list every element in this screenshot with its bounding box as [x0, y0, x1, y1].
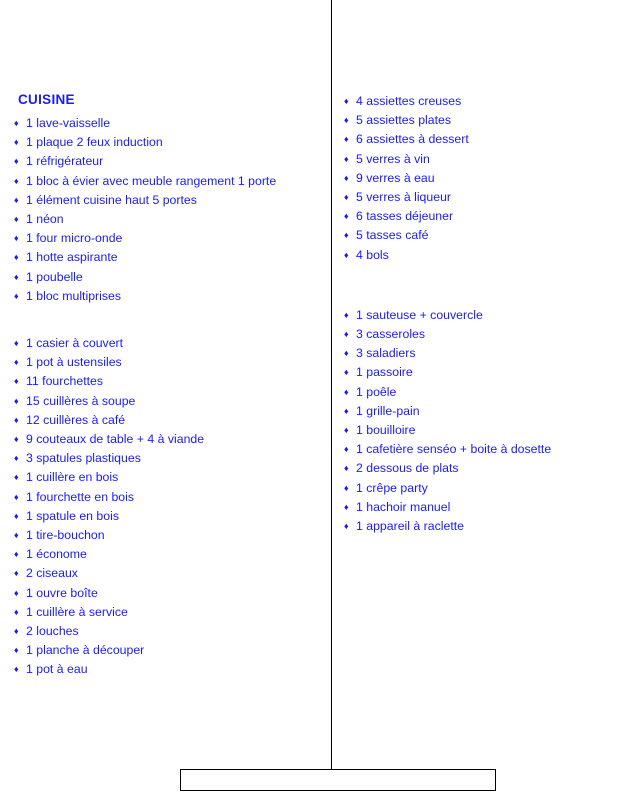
diamond-bullet-icon: ♦: [344, 115, 349, 126]
list-item: [10, 449, 320, 468]
list-group-spacer: [340, 265, 620, 306]
diamond-bullet-icon: ♦: [14, 214, 19, 225]
diamond-bullet-icon: ♦: [344, 309, 349, 320]
list-item-label: 1 casier à couvert: [26, 336, 124, 351]
diamond-bullet-icon: ♦: [344, 463, 349, 474]
list-item-label: 11 fourchettes: [26, 374, 104, 389]
list-item: [10, 507, 320, 526]
list-item-label: 1 bouilloire: [356, 423, 416, 438]
right-column-list-group-2: [340, 306, 620, 536]
list-item: [340, 150, 620, 169]
list-item: [340, 517, 620, 536]
page-title: CUISINE: [18, 92, 75, 107]
diamond-bullet-icon: ♦: [14, 510, 19, 521]
list-item: [10, 545, 320, 564]
list-item: [10, 210, 320, 229]
list-item: [340, 363, 620, 382]
diamond-bullet-icon: ♦: [14, 568, 19, 579]
list-item-label: 1 cafetière senséo + boite à dosette: [356, 442, 552, 457]
list-item-label: 1 passoire: [356, 365, 413, 380]
list-item: [10, 248, 320, 267]
diamond-bullet-icon: ♦: [14, 434, 19, 445]
list-item: [10, 287, 320, 306]
diamond-bullet-icon: ♦: [14, 414, 19, 425]
list-item: [340, 207, 620, 226]
list-item-label: 1 cuillère en bois: [26, 470, 119, 485]
left-column-list-group-1: [10, 114, 320, 306]
left-column: [10, 92, 320, 680]
list-item: [340, 226, 620, 245]
list-item-label: 1 bloc à évier avec meuble rangement 1 porte: [26, 173, 277, 188]
list-item-label: 1 spatule en bois: [26, 508, 119, 523]
list-item: [10, 392, 320, 411]
diamond-bullet-icon: ♦: [14, 194, 19, 205]
list-item-label: 1 poubelle: [26, 269, 83, 284]
list-item-label: 1 élément cuisine haut 5 portes: [26, 192, 197, 207]
list-item-label: 1 sauteuse + couvercle: [356, 307, 483, 322]
diamond-bullet-icon: ♦: [14, 491, 19, 502]
list-item-label: 1 pot à ustensiles: [26, 355, 122, 370]
list-item-label: 3 spatules plastiques: [26, 451, 141, 466]
diamond-bullet-icon: ♦: [344, 192, 349, 203]
bottom-empty-box: [180, 769, 496, 791]
list-item: [340, 459, 620, 478]
list-item: [10, 133, 320, 152]
list-item: [10, 268, 320, 287]
list-item-label: 1 ouvre boîte: [26, 585, 98, 600]
list-item-label: 5 verres à vin: [356, 151, 430, 166]
list-item: [340, 246, 620, 265]
diamond-bullet-icon: ♦: [344, 482, 349, 493]
list-item-label: 1 plaque 2 feux induction: [26, 135, 163, 150]
diamond-bullet-icon: ♦: [344, 153, 349, 164]
list-item: [10, 526, 320, 545]
list-item: [340, 402, 620, 421]
list-item-label: 5 tasses café: [356, 228, 429, 243]
list-item: [340, 440, 620, 459]
list-item: [10, 411, 320, 430]
diamond-bullet-icon: ♦: [14, 645, 19, 656]
list-item: [10, 564, 320, 583]
list-item: [340, 479, 620, 498]
diamond-bullet-icon: ♦: [344, 230, 349, 241]
list-item-label: 1 bloc multiprises: [26, 288, 121, 303]
diamond-bullet-icon: ♦: [14, 606, 19, 617]
list-item: [10, 353, 320, 372]
list-item-label: 1 réfrigérateur: [26, 154, 104, 169]
diamond-bullet-icon: ♦: [14, 156, 19, 167]
diamond-bullet-icon: ♦: [344, 329, 349, 340]
diamond-bullet-icon: ♦: [14, 530, 19, 541]
list-item: [10, 372, 320, 391]
list-item-label: 1 lave-vaisselle: [26, 116, 111, 130]
diamond-bullet-icon: ♦: [14, 137, 19, 148]
list-item: [340, 325, 620, 344]
list-item: [10, 603, 320, 622]
diamond-bullet-icon: ♦: [14, 252, 19, 263]
diamond-bullet-icon: ♦: [344, 386, 349, 397]
right-column: [340, 92, 620, 536]
list-item-label: 2 ciseaux: [26, 566, 78, 581]
list-item: [10, 114, 320, 133]
diamond-bullet-icon: ♦: [14, 118, 19, 128]
diamond-bullet-icon: ♦: [344, 249, 349, 260]
list-item: [340, 130, 620, 149]
list-item: [10, 641, 320, 660]
list-item: [340, 498, 620, 517]
list-item: [340, 111, 620, 130]
diamond-bullet-icon: ♦: [344, 211, 349, 222]
list-item-label: 1 fourchette en bois: [26, 489, 135, 504]
list-item: [340, 92, 620, 111]
list-item-label: 2 dessous de plats: [356, 461, 459, 476]
list-item-label: 5 assiettes plates: [356, 113, 452, 128]
list-item: [340, 188, 620, 207]
diamond-bullet-icon: ♦: [14, 338, 19, 349]
list-item: [10, 229, 320, 248]
list-item-label: 2 louches: [26, 624, 79, 639]
list-item-label: 1 pot à eau: [26, 662, 88, 677]
diamond-bullet-icon: ♦: [14, 376, 19, 387]
diamond-bullet-icon: ♦: [344, 425, 349, 436]
list-item-label: 1 économe: [26, 547, 87, 562]
list-item-label: 1 appareil à raclette: [356, 519, 465, 534]
diamond-bullet-icon: ♦: [14, 664, 19, 675]
list-item-label: 9 couteaux de table + 4 à viande: [26, 432, 205, 447]
list-item: [10, 172, 320, 191]
diamond-bullet-icon: ♦: [14, 549, 19, 560]
list-item-label: 1 planche à découper: [26, 643, 145, 658]
list-item-label: 4 assiettes creuses: [356, 94, 462, 108]
list-item: [340, 421, 620, 440]
diamond-bullet-icon: ♦: [14, 271, 19, 282]
diamond-bullet-icon: ♦: [14, 395, 19, 406]
list-item: [10, 584, 320, 603]
diamond-bullet-icon: ♦: [14, 233, 19, 244]
list-item-label: 3 casseroles: [356, 327, 426, 342]
list-item: [340, 169, 620, 188]
diamond-bullet-icon: ♦: [344, 444, 349, 455]
diamond-bullet-icon: ♦: [344, 96, 349, 106]
list-item: [10, 488, 320, 507]
list-item-label: 1 tire-bouchon: [26, 528, 105, 543]
list-item: [10, 622, 320, 641]
list-item: [340, 344, 620, 363]
list-item-label: 1 grille-pain: [356, 403, 420, 418]
diamond-bullet-icon: ♦: [14, 472, 19, 483]
list-item: [10, 191, 320, 210]
list-item-label: 12 cuillères à café: [26, 412, 126, 427]
list-item-label: 1 cuillère à service: [26, 604, 128, 619]
list-item-label: 1 hotte aspirante: [26, 250, 118, 265]
list-item-label: 3 saladiers: [356, 346, 416, 361]
diamond-bullet-icon: ♦: [344, 405, 349, 416]
list-item: [10, 468, 320, 487]
list-item-label: 1 néon: [26, 212, 64, 227]
diamond-bullet-icon: ♦: [344, 348, 349, 359]
list-item-label: 1 hachoir manuel: [356, 499, 451, 514]
diamond-bullet-icon: ♦: [14, 626, 19, 637]
diamond-bullet-icon: ♦: [14, 290, 19, 301]
list-item-label: 4 bols: [356, 247, 389, 262]
list-item: [340, 383, 620, 402]
diamond-bullet-icon: ♦: [344, 501, 349, 512]
diamond-bullet-icon: ♦: [14, 175, 19, 186]
right-column-list-group-1: [340, 92, 620, 265]
list-item-label: 1 crêpe party: [356, 480, 428, 495]
list-item-label: 6 assiettes à dessert: [356, 132, 469, 147]
list-item-label: 15 cuillères à soupe: [26, 393, 136, 408]
left-column-list-group-2: [10, 334, 320, 680]
diamond-bullet-icon: ♦: [14, 587, 19, 598]
list-item: [10, 660, 320, 679]
list-group-spacer: [10, 306, 320, 334]
list-item: [10, 430, 320, 449]
diamond-bullet-icon: ♦: [344, 172, 349, 183]
list-item-label: 1 poêle: [356, 384, 397, 399]
list-item-label: 6 tasses déjeuner: [356, 209, 454, 224]
diamond-bullet-icon: ♦: [14, 357, 19, 368]
diamond-bullet-icon: ♦: [344, 367, 349, 378]
diamond-bullet-icon: ♦: [344, 134, 349, 145]
list-item: [10, 334, 320, 353]
list-item-label: 1 four micro-onde: [26, 231, 123, 246]
diamond-bullet-icon: ♦: [344, 521, 349, 532]
list-item: [340, 306, 620, 325]
list-item-label: 9 verres à eau: [356, 170, 435, 185]
list-item-label: 5 verres à liqueur: [356, 190, 452, 205]
diamond-bullet-icon: ♦: [14, 453, 19, 464]
list-item: [10, 152, 320, 171]
